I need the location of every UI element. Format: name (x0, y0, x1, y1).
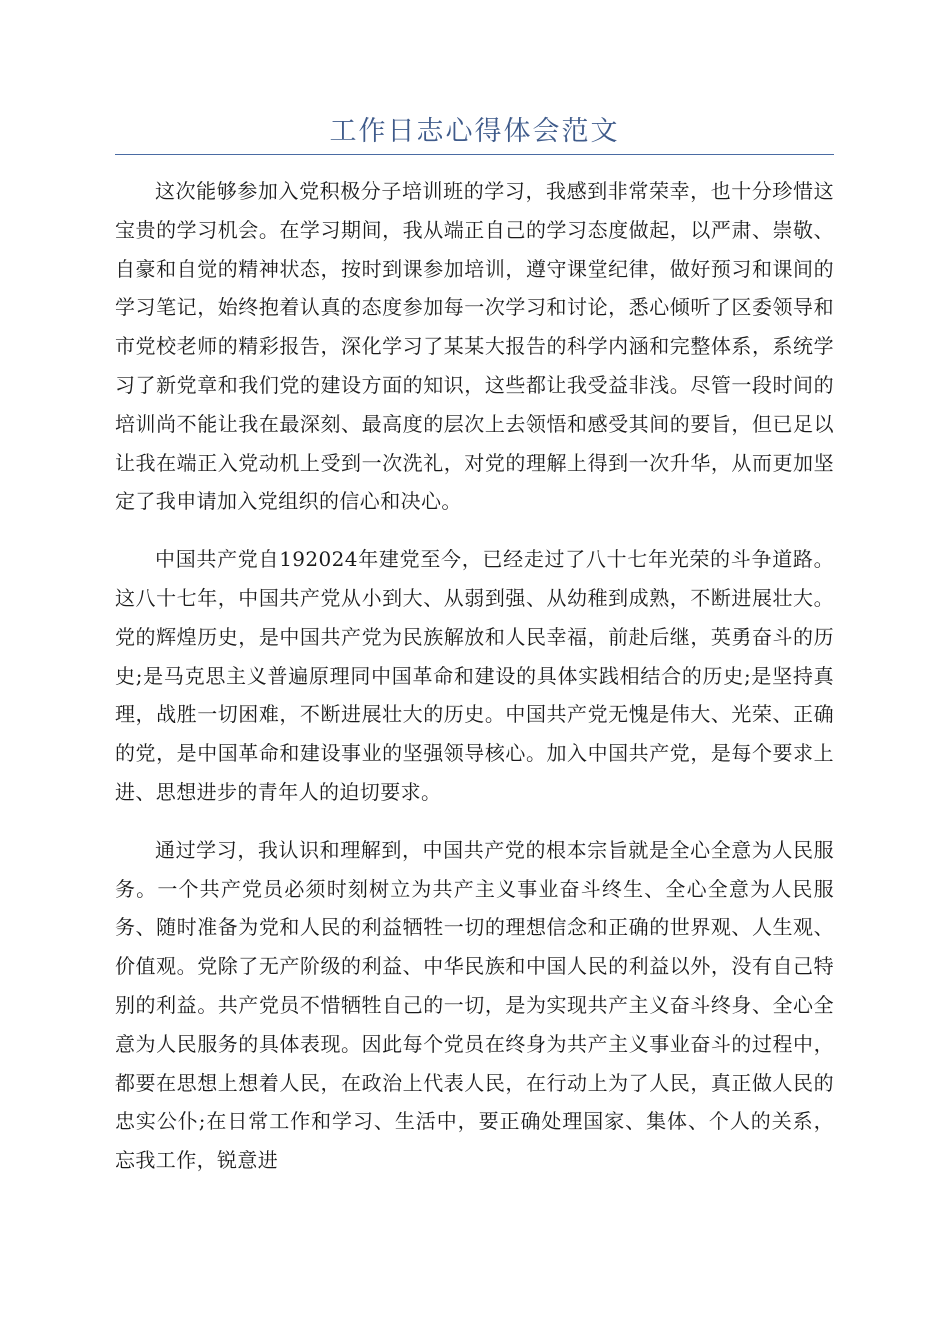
paragraph-2: 中国共产党自192024年建党至今，已经走过了八十七年光荣的斗争道路。这八十七年，中国共产党从小到大、从弱到强、从幼稚到成熟，不断进展壮大。党的辉煌历史，是中国共产党为民族解放和人民幸福，前赴后继，英勇奋斗的历史;是马克思主义普遍原理同中国革命和建设的具体实践相结合的历史;是坚持真理，战胜一切困难，不断进展壮大的历史。中国共产党无愧是伟大、光荣、正确的党，是中国革命和建设事业的坚强领导核心。加入中国共产党，是每个要求上进、思想进步的青年人的迫切要求。 (115, 547, 834, 804)
document-title: 工作日志心得体会范文 (329, 116, 620, 147)
paragraph-3: 通过学习，我认识和理解到，中国共产党的根本宗旨就是全心全意为人民服务。一个共产党员必须时刻树立为共产主义事业奋斗终生、全心全意为人民服务、随时准备为党和人民的利益牺牲一切的理想信念和正确的世界观、人生观、价值观。党除了无产阶级的利益、中华民族和中国人民的利益以外，没有自己特别的利益。共产党员不惜牺牲自己的一切，是为实现共产主义奋斗终身、全心全意为人民服务的具体表现。因此每个党员在终身为共产主义事业奋斗的过程中，都要在思想上想着人民，在政治上代表人民，在行动上为了人民，真正做人民的忠实公仆;在日常工作和学习、生活中，要正确处理国家、集体、个人的关系，忘我工作，锐意进 (115, 837, 834, 1173)
document-body (115, 172, 834, 1199)
paragraph-1: 这次能够参加入党积极分子培训班的学习，我感到非常荣幸，也十分珍惜这宝贵的学习机会。在学习期间，我从端正自己的学习态度做起，以严肃、崇敬、自豪和自觉的精神状态，按时到课参加培训，遵守课堂纪律，做好预习和课间的学习笔记，始终抱着认真的态度参加每一次学习和讨论，悉心倾听了区委领导和市党校老师的精彩报告，深化学习了某某大报告的科学内涵和完整体系，系统学习了新党章和我们党的建设方面的知识，这些都让我受益非浅。尽管一段时间的培训尚不能让我在最深刻、最高度的层次上去领悟和感受其间的要旨，但已足以让我在端正入党动机上受到一次洗礼，对党的理解上得到一次升华，从而更加坚定了我申请加入党组织的信心和决心。 (115, 179, 834, 514)
title-underline (115, 154, 834, 155)
